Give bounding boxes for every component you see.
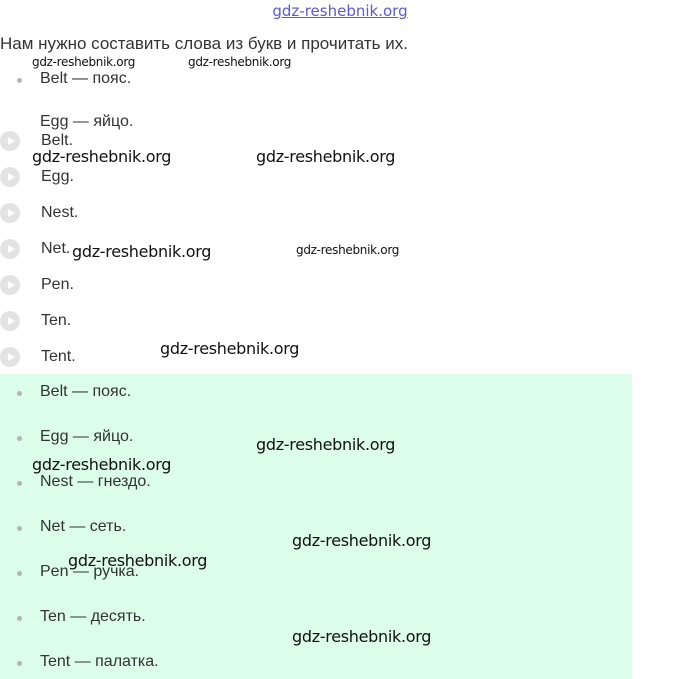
play-icon[interactable] <box>0 311 20 331</box>
audio-word: Tent. <box>41 348 76 365</box>
clipped-list-item <box>40 110 240 130</box>
play-icon[interactable] <box>0 239 20 259</box>
play-icon[interactable] <box>0 203 20 223</box>
audio-word: Ten. <box>41 312 72 329</box>
audio-word: Pen. <box>41 276 74 293</box>
answer-item: Egg — яйцо. <box>40 428 134 445</box>
list-item: Egg — яйцо. <box>40 113 134 130</box>
watermark: gdz-reshebnik.org <box>292 531 432 550</box>
watermark: gdz-reshebnik.org <box>296 243 400 257</box>
answer-item: Tent — палатка. <box>40 653 159 670</box>
answer-item: Net — сеть. <box>40 518 127 535</box>
audio-word: Egg. <box>41 168 74 185</box>
answer-item: Belt — пояс. <box>40 383 132 400</box>
watermark: gdz-reshebnik.org <box>32 455 172 474</box>
play-icon[interactable] <box>0 131 20 151</box>
watermark: gdz-reshebnik.org <box>188 55 292 69</box>
answer-item: Ten — десять. <box>40 608 146 625</box>
watermark: gdz-reshebnik.org <box>160 339 300 358</box>
watermark: gdz-reshebnik.org <box>292 627 432 646</box>
watermark: gdz-reshebnik.org <box>68 551 208 570</box>
watermark: gdz-reshebnik.org <box>32 55 136 69</box>
play-icon[interactable] <box>0 167 20 187</box>
watermark: gdz-reshebnik.org <box>256 435 396 454</box>
list-item: Belt — пояс. <box>40 70 132 87</box>
watermark: gdz-reshebnik.org <box>256 147 396 166</box>
watermark: gdz-reshebnik.org <box>32 147 172 166</box>
answer-item: Nest — гнездо. <box>40 473 151 490</box>
header-site-link[interactable]: gdz-reshebnik.org <box>272 2 408 20</box>
watermark: gdz-reshebnik.org <box>72 242 212 261</box>
answer-item: Pen — ручка. <box>40 563 140 580</box>
play-icon[interactable] <box>0 275 20 295</box>
audio-word: Belt. <box>41 132 74 149</box>
audio-word: Net. <box>41 240 71 257</box>
play-icon[interactable] <box>0 347 20 367</box>
task-intro: Нам нужно составить слова из букв и прочитать их. <box>0 34 408 53</box>
audio-word: Nest. <box>41 204 79 221</box>
